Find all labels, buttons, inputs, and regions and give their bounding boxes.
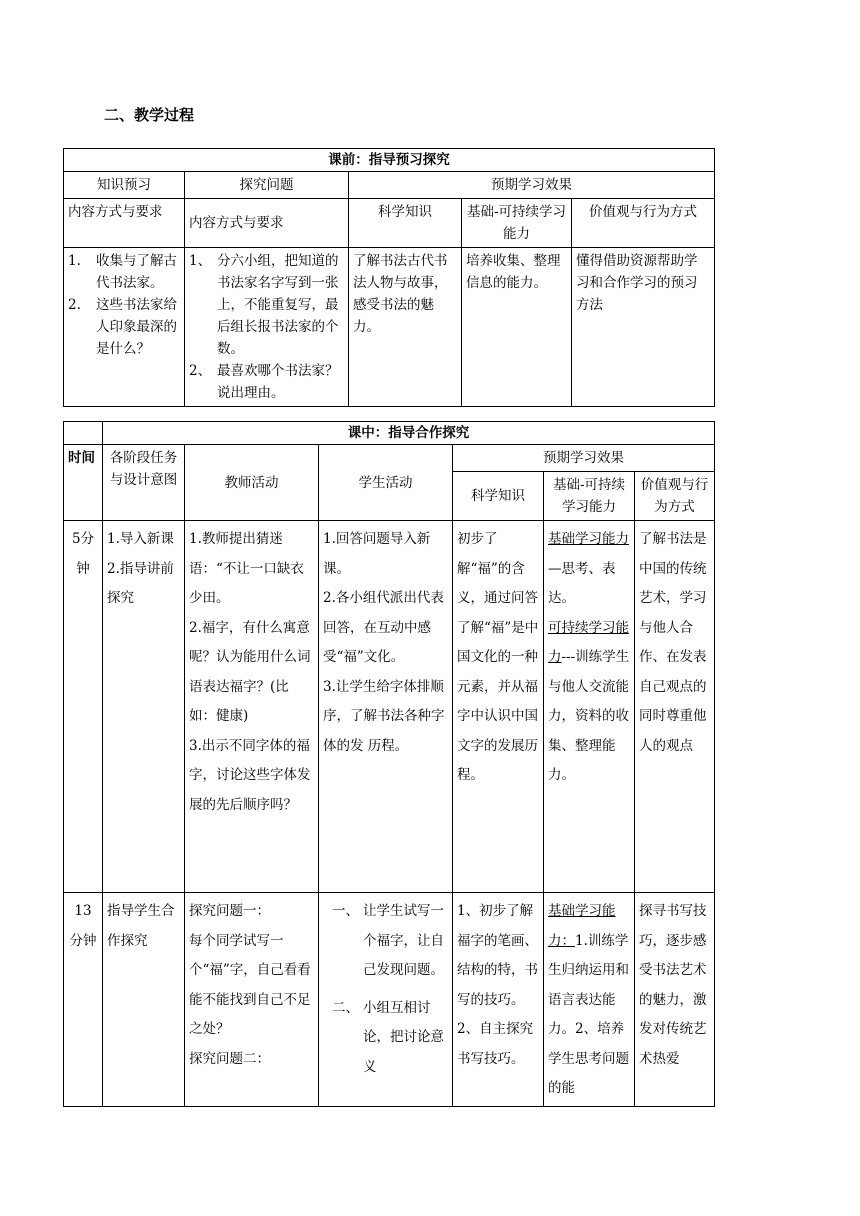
- header-content-1: 内容方式与要求: [64, 199, 185, 248]
- header-tasks: 各阶段任务与设计意图: [103, 445, 185, 521]
- ability-text-2: ---训练学生与他人交流能力，资料的收集、整理能力。: [548, 649, 630, 783]
- corner-cell: [64, 422, 103, 445]
- ability-cell: 培养收集、整理信息的能力。: [462, 248, 572, 407]
- science-cell: 1、初步了解福字的笔画、结构的特，书写的技巧。 2、自主探究书写技巧。: [453, 893, 544, 1107]
- student-activity-cell: 1.回答问题导入新课。 2.各小组代派出代表回答，在互动中感受“福”文化。 3.让学生给字体排顺序，了解书法各种字体的发 历程。: [319, 521, 453, 893]
- header-time: 时间: [64, 445, 103, 521]
- section-heading: 二、教学过程: [104, 106, 195, 124]
- list-item: 一、 让学生试写一个福字，让自己发现问题。: [332, 903, 444, 978]
- header-content-2: 内容方式与要求: [185, 199, 349, 248]
- pre-class-title: 课前：指导预习探究: [64, 149, 715, 172]
- ability-cell: [544, 893, 635, 1107]
- header-student: 学生活动: [319, 445, 453, 521]
- tasks-cell: 1.导入新课 2.指导讲前探究: [103, 521, 185, 893]
- header-value: 价值观与行为方式: [635, 472, 715, 521]
- header-value: 价值观与行为方式: [572, 199, 715, 248]
- list-item: 二、 小组互相讨论，把讨论意义: [332, 999, 444, 1075]
- list-item: 2. 这些书法家给人印象最深的是什么？: [68, 297, 177, 357]
- value-cell: 懂得借助资源帮助学习和合作学习的预习方法: [572, 248, 715, 407]
- ability-underline: 基础学习能力：: [548, 903, 616, 949]
- inquiry-cell: [185, 248, 349, 407]
- in-class-title: 课中：指导合作探究: [103, 422, 715, 445]
- header-science: 科学知识: [349, 199, 462, 248]
- value-cell: 探寻书写技巧，逐步感受书法艺术的魅力，激发对传统艺术热爱: [635, 893, 715, 1107]
- ability-text-1: —思考、表达。: [548, 560, 616, 606]
- ability-text: 1.训练学生归纳运用和语言表达能力。2、培养学生思考问题的能: [548, 932, 629, 1096]
- header-inquiry: 探究问题: [185, 172, 349, 199]
- ability-cell: [544, 521, 635, 893]
- list-item: 1. 收集与了解古代书法家。: [68, 253, 177, 291]
- in-class-table: [63, 421, 715, 1107]
- ability-underline-2: 可持续学习能力: [548, 619, 629, 665]
- knowledge-cell: [64, 248, 185, 407]
- header-knowledge-preview: 知识预习: [64, 172, 185, 199]
- tasks-cell: 指导学生合作探究: [103, 893, 185, 1107]
- list-item: 2、 最喜欢哪个书法家？说出理由。: [189, 363, 339, 401]
- header-expected-effect: 预期学习效果: [349, 172, 715, 199]
- time-cell: 13分钟: [64, 893, 103, 1107]
- pre-class-table: [63, 148, 715, 407]
- header-ability: 基础-可持续学习能力: [544, 472, 635, 521]
- header-expected-effect: 预期学习效果: [453, 445, 715, 472]
- ability-underline-1: 基础学习能力: [548, 531, 629, 547]
- teacher-activity-cell: 1.教师提出猜迷语：“不让一口缺衣少田。 2.福字，有什么寓意呢？认为能用什么词语表达福字？(比如：健康) 3.出示不同字体的福字，讨论这些字体发展的先后顺序吗？: [185, 521, 319, 893]
- student-activity-cell: [319, 893, 453, 1107]
- time-cell: 5分钟: [64, 521, 103, 893]
- list-item: 1、 分六小组，把知道的书法家名字写到一张 上，不能重复写，最后组长报书法家的个数。: [189, 253, 339, 357]
- header-science: 科学知识: [453, 472, 544, 521]
- header-teacher: 教师活动: [185, 445, 319, 521]
- header-ability: 基础-可持续学习能力: [462, 199, 572, 248]
- science-cell: 初步了解“福”的含义，通过问答了解“福”是中国文化的一种元素，并从福字中认识中国文字的发展历程。: [453, 521, 544, 893]
- teacher-activity-cell: 探究问题一： 每个同学试写一个“福”字，自己看看能不能找到自己不足之处？ 探究问题二：: [185, 893, 319, 1107]
- value-cell: 了解书法是中国的传统艺术，学习与他人合作、在发表自己观点的同时尊重他人的观点: [635, 521, 715, 893]
- science-cell: 了解书法古代书法人物与故事，感受书法的魅力。: [349, 248, 462, 407]
